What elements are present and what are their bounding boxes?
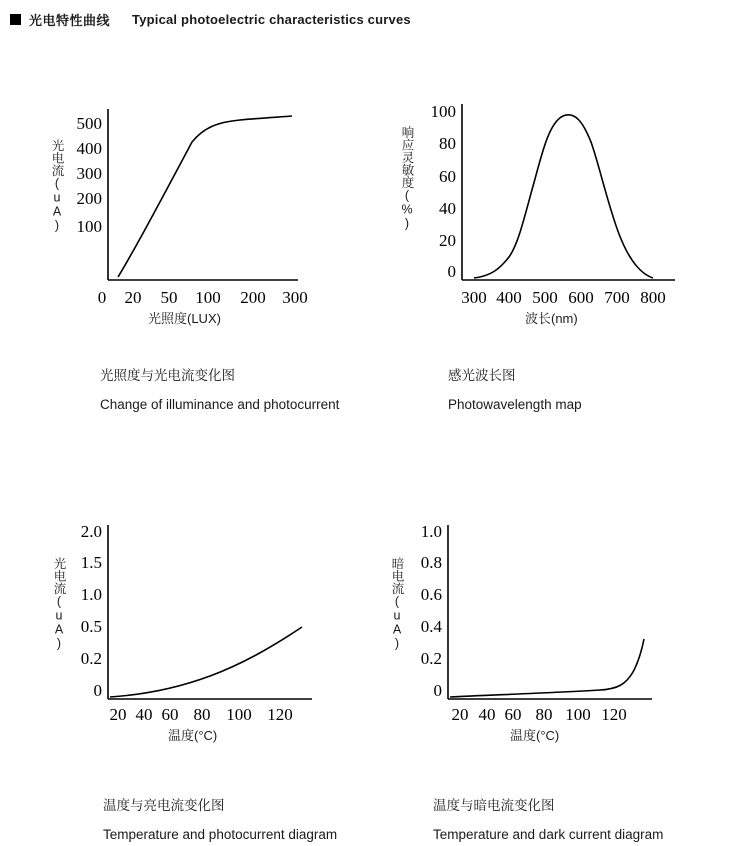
svg-text:600: 600 bbox=[568, 288, 594, 307]
svg-text:50: 50 bbox=[160, 288, 178, 307]
svg-text:20: 20 bbox=[124, 288, 142, 307]
svg-text:800: 800 bbox=[640, 288, 666, 307]
svg-text:100: 100 bbox=[226, 705, 252, 724]
chart-1-svg bbox=[40, 84, 360, 334]
svg-text:0.4: 0.4 bbox=[420, 617, 442, 636]
svg-text:60: 60 bbox=[161, 705, 179, 724]
chart-4-caption bbox=[433, 796, 743, 846]
svg-text:80: 80 bbox=[535, 705, 553, 724]
svg-text:20: 20 bbox=[109, 705, 127, 724]
svg-text:0: 0 bbox=[97, 288, 107, 307]
page-header bbox=[0, 0, 743, 29]
page-title-en: Typical photoelectric characteristics curves bbox=[132, 12, 411, 27]
svg-text:0.2: 0.2 bbox=[80, 649, 102, 668]
chart-1-xlabel: 光照度(LUX) bbox=[148, 311, 221, 326]
chart-photowavelength bbox=[385, 84, 715, 334]
svg-text:0.5: 0.5 bbox=[80, 617, 102, 636]
chart-illuminance-photocurrent bbox=[40, 84, 360, 334]
svg-text:80: 80 bbox=[439, 134, 456, 153]
chart-temperature-darkcurrent bbox=[370, 509, 700, 759]
svg-text:500: 500 bbox=[76, 114, 102, 133]
svg-text:120: 120 bbox=[601, 705, 627, 724]
chart-2-caption-cn: 感光波长图 bbox=[448, 368, 516, 383]
svg-text:300: 300 bbox=[282, 288, 308, 307]
svg-text:0: 0 bbox=[93, 681, 102, 700]
svg-text:40: 40 bbox=[135, 705, 153, 724]
svg-text:700: 700 bbox=[604, 288, 630, 307]
svg-text:60: 60 bbox=[504, 705, 522, 724]
chart-4-caption-en: Temperature and dark current diagram bbox=[433, 826, 664, 842]
chart-panel-temperature-photocurrent bbox=[40, 509, 360, 759]
chart-1-caption-cn: 光照度与光电流变化图 bbox=[100, 368, 235, 383]
chart-2-svg bbox=[385, 84, 715, 334]
chart-1-caption bbox=[100, 366, 420, 416]
svg-text:200: 200 bbox=[240, 288, 266, 307]
chart-4-caption-cn: 温度与暗电流变化图 bbox=[433, 798, 555, 813]
svg-text:400: 400 bbox=[496, 288, 522, 307]
chart-4-ylabel: 暗电流(uA) bbox=[390, 557, 404, 651]
chart-4-xlabel: 温度(°C) bbox=[510, 728, 560, 743]
svg-text:1.0: 1.0 bbox=[420, 522, 442, 541]
svg-text:200: 200 bbox=[76, 189, 102, 208]
svg-text:60: 60 bbox=[439, 167, 456, 186]
page-title-cn: 光电特性曲线 bbox=[29, 13, 111, 28]
svg-text:100: 100 bbox=[565, 705, 591, 724]
chart-3-caption bbox=[103, 796, 433, 846]
svg-text:120: 120 bbox=[267, 705, 293, 724]
svg-text:20: 20 bbox=[451, 705, 469, 724]
chart-panel-temperature-darkcurrent bbox=[370, 509, 700, 759]
svg-text:40: 40 bbox=[439, 199, 456, 218]
chart-3-xlabel: 温度(°C) bbox=[168, 728, 218, 743]
svg-text:0: 0 bbox=[433, 681, 442, 700]
chart-2-xlabel: 波长(nm) bbox=[525, 311, 578, 326]
chart-2-caption-en: Photowavelength map bbox=[448, 396, 582, 412]
svg-text:300: 300 bbox=[461, 288, 487, 307]
svg-text:500: 500 bbox=[532, 288, 558, 307]
chart-3-caption-en: Temperature and photocurrent diagram bbox=[103, 826, 338, 842]
chart-1-ylabel: 光电流(uA) bbox=[50, 139, 64, 233]
svg-text:80: 80 bbox=[193, 705, 211, 724]
svg-text:20: 20 bbox=[439, 231, 456, 250]
svg-text:100: 100 bbox=[195, 288, 221, 307]
svg-text:400: 400 bbox=[76, 139, 102, 158]
chart-2-ylabel: 响应灵敏度(%) bbox=[400, 126, 414, 231]
chart-temperature-photocurrent bbox=[40, 509, 360, 759]
chart-3-svg bbox=[40, 509, 360, 759]
svg-text:0.2: 0.2 bbox=[420, 649, 442, 668]
chart-3-ylabel: 光电流(uA) bbox=[52, 557, 66, 651]
svg-text:1.0: 1.0 bbox=[80, 585, 102, 604]
svg-text:2.0: 2.0 bbox=[80, 522, 102, 541]
chart-panel-illuminance-photocurrent bbox=[40, 84, 360, 334]
chart-4-svg bbox=[370, 509, 700, 759]
svg-text:100: 100 bbox=[430, 102, 456, 121]
svg-text:100: 100 bbox=[76, 217, 102, 236]
chart-panel-photowavelength bbox=[385, 84, 715, 334]
square-bullet-icon bbox=[10, 14, 21, 25]
chart-2-caption bbox=[448, 366, 743, 416]
chart-1-caption-en: Change of illuminance and photocurrent bbox=[100, 396, 340, 412]
chart-3-caption-cn: 温度与亮电流变化图 bbox=[103, 798, 225, 813]
svg-text:1.5: 1.5 bbox=[80, 553, 102, 572]
svg-text:0: 0 bbox=[447, 262, 456, 281]
svg-text:40: 40 bbox=[478, 705, 496, 724]
svg-text:300: 300 bbox=[76, 164, 102, 183]
svg-text:0.8: 0.8 bbox=[420, 553, 442, 572]
svg-text:0.6: 0.6 bbox=[420, 585, 442, 604]
